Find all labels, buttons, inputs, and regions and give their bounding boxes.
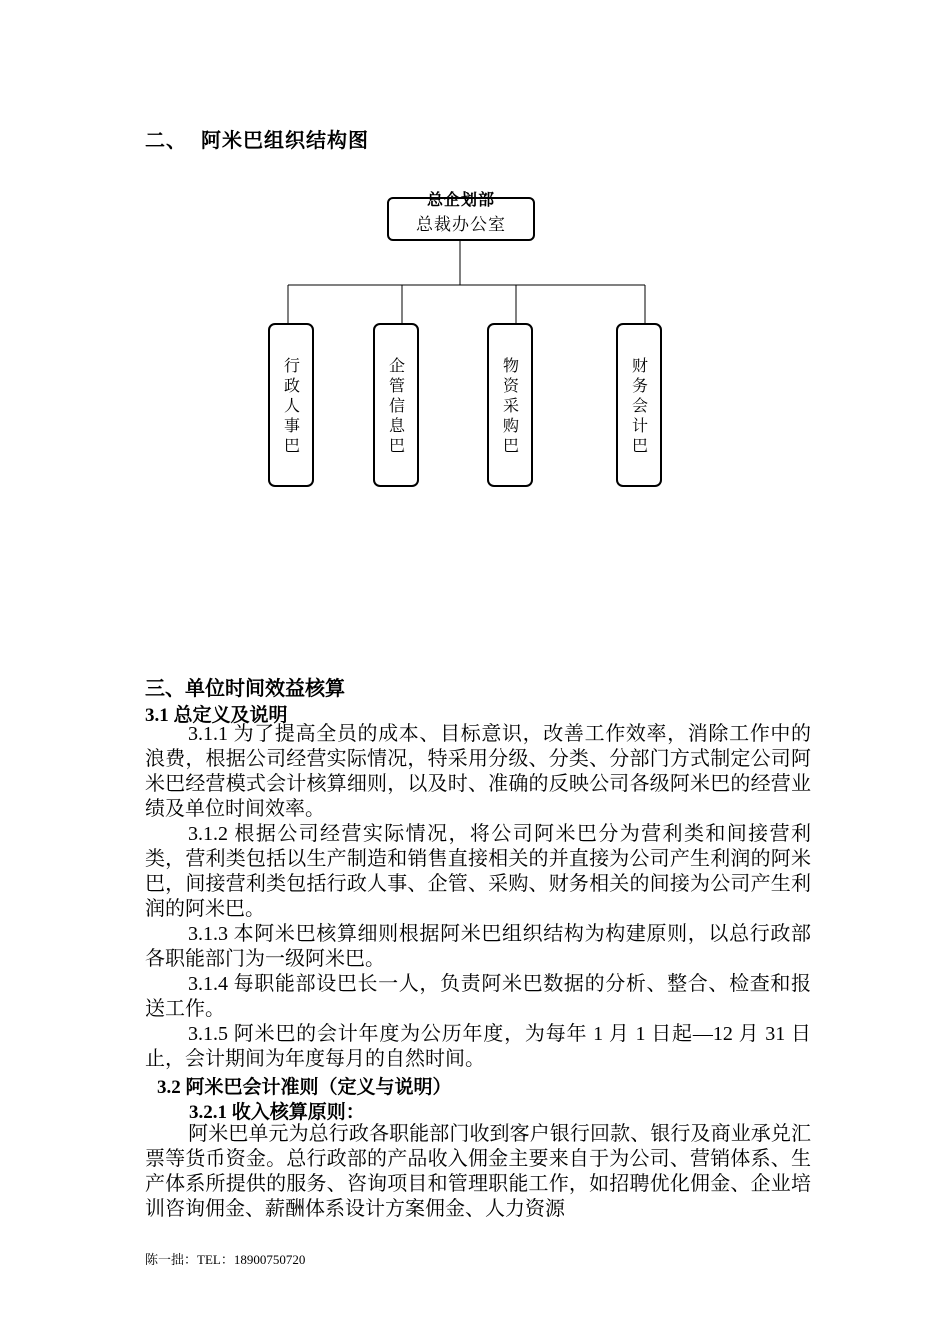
org-dept-label: 企管信息巴 <box>386 357 406 457</box>
paragraph-text: 3.1.3 本阿米巴核算细则根据阿米巴组织结构为构建原则，以总行政部各职能部门为一级阿米巴。 <box>145 923 811 970</box>
org-dept-box-purchasing <box>487 323 533 487</box>
org-dept-label: 物资采购巴 <box>500 357 520 457</box>
org-dept-label: 财务会计巴 <box>629 357 649 457</box>
paragraph-3-1-2 <box>145 822 811 922</box>
paragraph-3-2-1 <box>145 1122 811 1222</box>
org-dept-box-finance <box>616 323 662 487</box>
org-dept-box-it <box>373 323 419 487</box>
paragraph-3-1-3 <box>145 922 811 972</box>
paragraph-text: 3.1.1 为了提高全员的成本、目标意识，改善工作效率，消除工作中的浪费，根据公司经营实际情况，特采用分级、分类、分部门方式制定公司阿米巴经营模式会计核算细则，以及时、准确的反映公司各级阿米巴的经营业绩及单位时间效率。 <box>145 723 811 820</box>
org-top-overlay-label: 总企划部 <box>426 192 495 209</box>
paragraph-text: 3.1.5 阿米巴的会计年度为公历年度，为每年 1 月 1 日起—12 月 31 日止，会计期间为年度每月的自然时间。 <box>145 1023 811 1070</box>
paragraph-text: 阿米巴单元为总行政各职能部门收到客户银行回款、银行及商业承兑汇票等货币资金。总行政部的产品收入佣金主要来自于为公司、营销体系、生产体系所提供的服务、咨询项目和管理职能工作，如招聘优化佣金、企业培训咨询佣金、薪酬体系设计方案佣金、人力资源 <box>145 1123 811 1220</box>
section-2-number: 二、 <box>145 130 187 152</box>
org-chart-connectors <box>0 0 950 600</box>
page-footer: 陈一拙：TEL：18900750720 <box>145 1252 306 1267</box>
section-3-1-heading: 3.1 总定义及说明 <box>145 705 288 726</box>
section-3-heading: 三、单位时间效益核算 <box>145 678 345 700</box>
paragraph-3-1-4 <box>145 972 811 1022</box>
section-2-title: 阿米巴组织结构图 <box>201 130 369 152</box>
section-3-2-1-heading: 3.2.1 收入核算原则： <box>189 1102 365 1123</box>
paragraph-text: 3.1.4 每职能部设巴长一人，负责阿米巴数据的分析、整合、检查和报送工作。 <box>145 973 811 1020</box>
paragraph-3-1-1 <box>145 722 811 822</box>
org-top-label: 总裁办公室 <box>416 215 506 234</box>
paragraph-text: 3.1.2 根据公司经营实际情况，将公司阿米巴分为营利类和间接营利类，营利类包括以生产制造和销售直接相关的并直接为公司产生利润的阿米巴，间接营利类包括行政人事、企管、采购、财务相关的间接为公司产生利润的阿米巴。 <box>145 823 811 920</box>
section-3-2-heading: 3.2 阿米巴会计准则（定义与说明） <box>157 1077 452 1098</box>
org-dept-label: 行政人事巴 <box>281 357 301 457</box>
paragraph-3-1-5 <box>145 1022 811 1072</box>
org-dept-box-hr <box>268 323 314 487</box>
